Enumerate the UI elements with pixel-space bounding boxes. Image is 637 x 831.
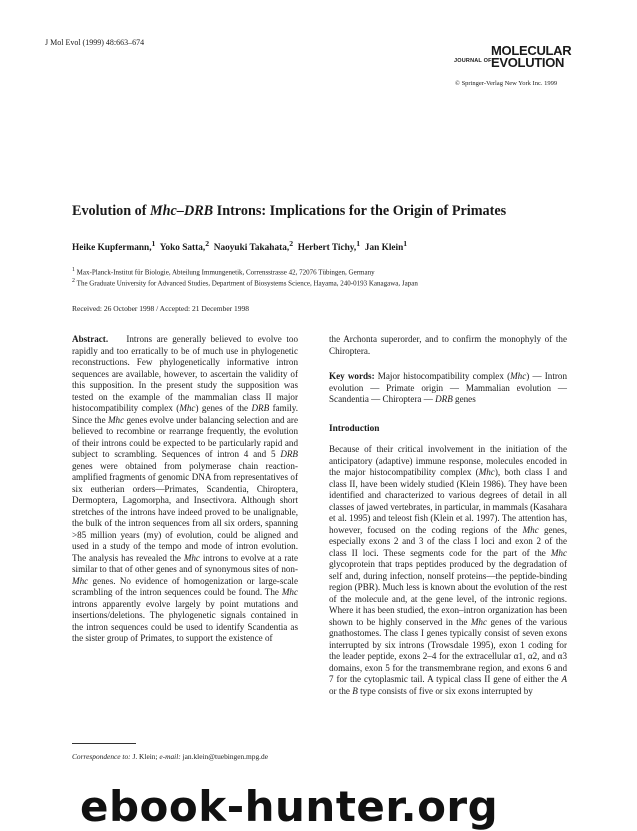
affiliation-marker: 2: [72, 278, 75, 284]
abstract-italic: Mhc: [281, 587, 298, 598]
abstract-italic: DRB: [251, 403, 270, 414]
abstract-italic: DRB: [280, 449, 298, 460]
received-dates: Received: 26 October 1998 / Accepted: 21 December 1998: [72, 304, 250, 313]
keywords-text: genes: [452, 394, 476, 405]
author-name: Herbert Tichy,: [297, 243, 357, 254]
abstract-italic: Mhc: [179, 403, 196, 414]
title-part: Introns: Implications for the Origin of Primates: [213, 203, 507, 219]
abstract-italic: Mhc: [72, 575, 89, 586]
journal-citation: J Mol Evol (1999) 48:663–674: [45, 38, 145, 47]
introduction-paragraph: [329, 444, 567, 697]
intro-text: glycoprotein that traps peptides produced by the degradation of self and, during infection, nonself proteins—the peptide-binding region (PBR). Much less is known about the evolution of the rest of the molecule and, at the gene level, of the intronic regions. Where it has been studied, the exon–intron organization has been shown to be highly conserved in the: [329, 559, 567, 627]
intro-italic: Mhc: [522, 524, 539, 535]
intro-text: genes, especially exons 2 and 3 of the class I loci and exon 2 of the class II loci. These segments code for the part of the: [329, 524, 567, 558]
affiliation: [72, 278, 418, 287]
affiliation-text: Max-Planck-Institut für Biologie, Abteilung Immungenetik, Corrensstrasse 42, 72076 Tübingen, Germany: [76, 268, 375, 277]
abstract-italic: Mhc: [183, 552, 200, 563]
author-name: Naoyuki Takahata,: [213, 243, 290, 254]
abstract-text: introns apparently evolve largely by point mutations and insertions/deletions. The phylogenetic signals contained in the intron sequences could be used to identify Scandentia as the sister group of Primates, to support the existence of: [72, 598, 298, 644]
journal-logo-prefix: JOURNAL OF: [454, 58, 492, 64]
intro-text: Because of their critical involvement in the initiation of the anticipatory (adaptive) immune response, molecules encoded in the major histocompatibility complex (: [329, 444, 567, 478]
abstract-label: Abstract.: [72, 334, 109, 344]
affiliation-text: The Graduate University for Advanced Studies, Department of Biosystems Science, Hayama, 240-0193 Kanagawa, Japan: [76, 279, 418, 288]
intro-text: ), both class I and class II, have been widely studied (Klein 1986). They have been identified and characterized to various degrees of detail in all classes of jawed vertebrates, in particular, in mammals (Kasahara et al. 1995) and teleost fish (Klein et al. 1997). The attention has, however, focused on the coding regions of the: [329, 467, 567, 535]
intro-italic: Mhc: [470, 616, 488, 627]
intro-text: type consists of five or six exons interrupted by: [357, 685, 533, 696]
left-column: [72, 334, 298, 645]
abstract-text: introns to evolve at a rate similar to that of other genes and of synonymous sites of non-: [72, 552, 298, 575]
abstract-text: genes. No evidence of homogenization or large-scale scrambling of the intron sequences could be found. The: [72, 575, 298, 598]
author-name: Jan Klein: [364, 243, 404, 254]
keywords-label: Key words:: [329, 371, 375, 382]
correspondence-footnote: [72, 752, 268, 761]
author-name: Yoko Satta,: [159, 243, 206, 254]
abstract-italic: Mhc: [107, 414, 125, 425]
abstract-text: genes evolve under balancing selection and are believed to recombine or rearrange frequently, the evolution of their introns could be expected to be particularly rapid and subject to scrambling. Sequences of intron 4 and 5: [72, 414, 298, 460]
affiliation-marker: 1: [72, 267, 75, 273]
intro-italic: Mhc: [478, 467, 495, 478]
article-title: [72, 203, 506, 220]
abstract-text: genes were obtained from polymerase chain reaction-amplified fragments of genomic DNA from representatives of six eutherian orders—Primates, Scandentia, Chiroptera, Dermoptera, Lagomorpha, and Insectivora. Although short stretches of the introns have indeed proved to be unalignable, the bulk of the intron sequences from all six orders, spanning >85 million years (my) of evolution, could be aligned and used in a study of the tempo and mode of intron evolution. The analysis has revealed the: [72, 460, 298, 563]
footnote-email: jan.klein@tuebingen.mpg.de: [180, 752, 268, 761]
keywords-italic: Mhc: [510, 371, 527, 382]
keywords-text: Major histocompatibility complex (: [374, 371, 511, 382]
footnote-label: e-mail:: [159, 752, 181, 761]
author-affil-marker: 2: [289, 239, 294, 248]
keywords-text: ) — Intron evolution — Primate origin — Mammalian evolution — Scandentia — Chiroptera —: [329, 371, 567, 405]
journal-logo-line1: MOLECULAR: [491, 43, 572, 58]
keywords-paragraph: [329, 371, 567, 406]
intro-text: or the: [329, 685, 353, 696]
author-affil-marker: 2: [205, 239, 210, 248]
intro-italic: A: [561, 674, 567, 685]
intro-italic: B: [352, 685, 358, 696]
abstract-text: Introns are generally believed to evolve too rapidly and too erratically to be of much use in phylogenetic reconstructions. Few phylogenetically informative intron sequences are available, however, to ascertain the validity of this supposition. In the present study the supposition was tested on the example of the mammalian class II major histocompatibility complex (: [72, 334, 299, 414]
intro-text: genes of the various gnathostomes. The class I genes typically consist of seven exons interrupted by six introns (Trowsdale 1995), exon 1 coding for the leader peptide, exons 2–4 for the extracellular α1, α2, and α3 domains, exon 5 for the transmembrane region, and exons 6 and 7 for the cytoplasmic tail. A typical class II gene of either the: [329, 616, 567, 685]
author-affil-marker: 1: [151, 239, 156, 248]
title-italic: Mhc–DRB: [150, 203, 214, 219]
abstract-continued: the Archonta superorder, and to confirm the monophyly of the Chiroptera.: [329, 334, 567, 356]
author-name: Heike Kupfermann,: [72, 243, 152, 254]
right-column: [329, 334, 567, 697]
journal-logo: [454, 44, 578, 72]
abstract-text: family. Since the: [72, 403, 298, 425]
footnote-divider: [72, 743, 136, 744]
footnote-text: J. Klein;: [130, 752, 160, 761]
title-part: Evolution of: [72, 203, 151, 219]
journal-logo-line2: EVOLUTION: [491, 55, 565, 70]
intro-italic: Mhc: [550, 547, 567, 558]
author-affil-marker: 1: [356, 239, 361, 248]
affiliation: [72, 267, 375, 276]
abstract-text: ) genes of the: [195, 403, 252, 414]
section-heading-introduction: Introduction: [329, 423, 380, 434]
watermark: ebook-hunter.org: [80, 782, 499, 831]
author-affil-marker: 1: [403, 239, 408, 248]
keywords-italic: DRB: [435, 394, 453, 405]
copyright-notice: © Springer-Verlag New York Inc. 1999: [455, 80, 558, 87]
abstract-paragraph: [72, 334, 298, 645]
footnote-label: Correspondence to:: [72, 752, 131, 761]
author-list: [72, 239, 407, 253]
